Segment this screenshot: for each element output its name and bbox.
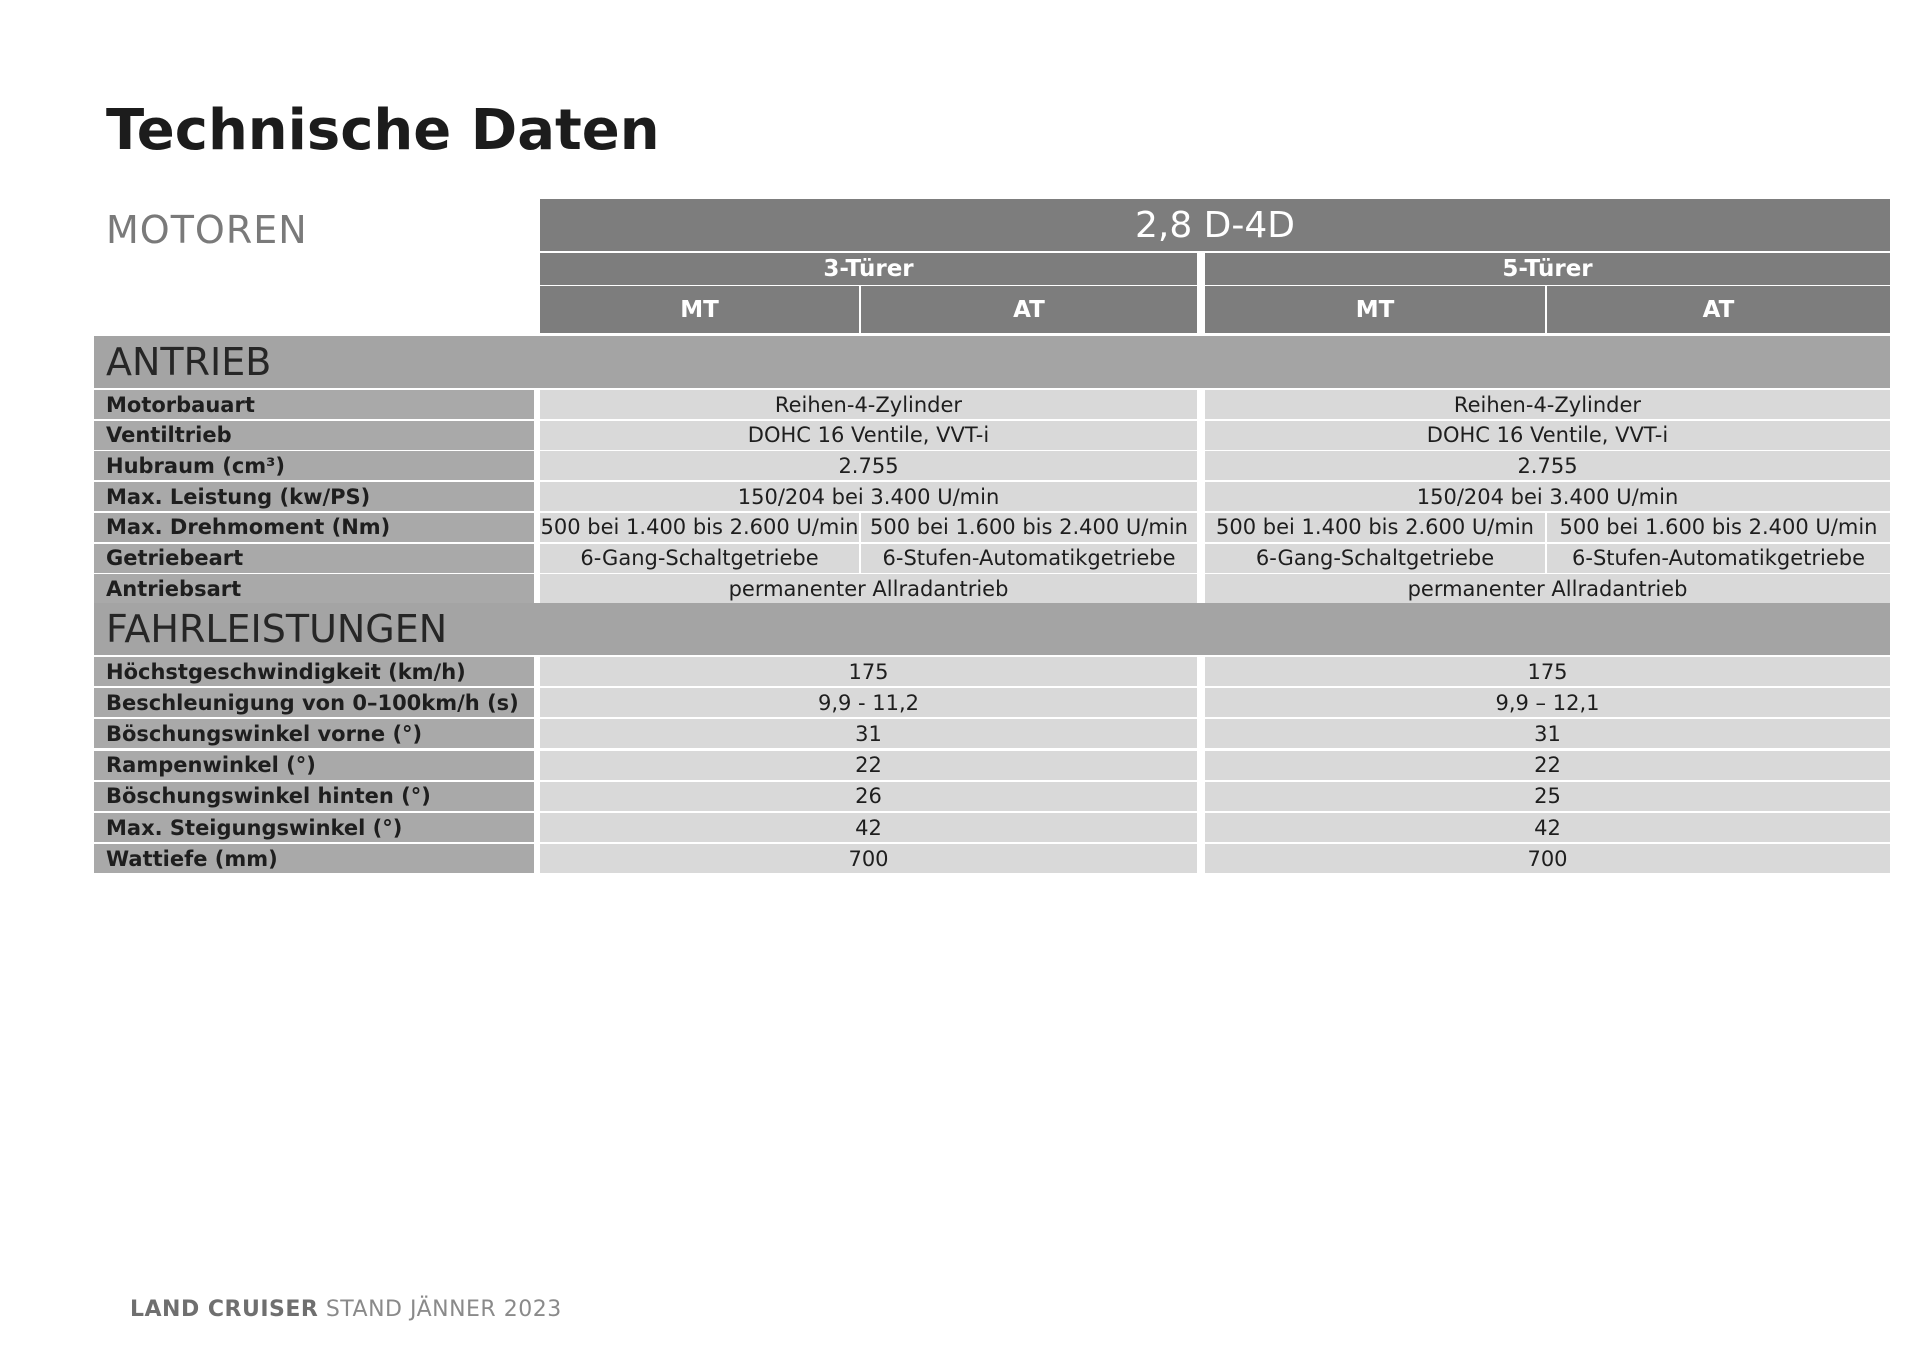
table-row <box>0 390 1920 419</box>
value-5-tuerer: 42 <box>1205 813 1890 842</box>
page-title: Technische Daten <box>106 98 660 163</box>
section-header-antrieb: ANTRIEB <box>94 336 1890 388</box>
footer <box>130 1297 562 1322</box>
table-row <box>0 719 1920 748</box>
value-5-tuerer: 175 <box>1205 657 1890 686</box>
row-label: Hubraum (cm³) <box>94 451 534 480</box>
value-5-tuerer: 150/204 bei 3.400 U/min <box>1205 482 1890 511</box>
value-5-tuerer-at: 500 bei 1.600 bis 2.400 U/min <box>1547 513 1890 542</box>
table-row <box>0 482 1920 511</box>
table-row <box>0 574 1920 603</box>
trans-header-5-at: AT <box>1547 286 1890 333</box>
value-5-tuerer: 700 <box>1205 844 1890 873</box>
row-label: Max. Drehmoment (Nm) <box>94 513 534 542</box>
table-row <box>0 421 1920 450</box>
door-header-5: 5-Türer <box>1205 253 1890 285</box>
value-5-tuerer-at: 6-Stufen-Automatikgetriebe <box>1547 544 1890 573</box>
value-3-tuerer: 9,9 - 11,2 <box>540 688 1197 717</box>
value-3-tuerer: 700 <box>540 844 1197 873</box>
value-5-tuerer: 2.755 <box>1205 451 1890 480</box>
row-label: Ventiltrieb <box>94 421 534 450</box>
row-label: Max. Leistung (kw/PS) <box>94 482 534 511</box>
value-3-tuerer: 22 <box>540 751 1197 780</box>
value-3-tuerer: 42 <box>540 813 1197 842</box>
value-3-tuerer-at: 6-Stufen-Automatikgetriebe <box>861 544 1197 573</box>
value-5-tuerer: 25 <box>1205 782 1890 811</box>
table-row <box>0 688 1920 717</box>
value-5-tuerer: 22 <box>1205 751 1890 780</box>
row-label: Getriebeart <box>94 544 534 573</box>
row-label: Böschungswinkel vorne (°) <box>94 719 534 748</box>
trans-header-3-at: AT <box>861 286 1197 333</box>
value-3-tuerer-mt: 500 bei 1.400 bis 2.600 U/min <box>540 513 859 542</box>
engine-header: 2,8 D-4D <box>540 199 1890 251</box>
table-row <box>0 513 1920 542</box>
row-label: Rampenwinkel (°) <box>94 751 534 780</box>
row-label: Antriebsart <box>94 574 534 603</box>
value-3-tuerer: 150/204 bei 3.400 U/min <box>540 482 1197 511</box>
value-3-tuerer: 31 <box>540 719 1197 748</box>
row-label: Höchstgeschwindigkeit (km/h) <box>94 657 534 686</box>
footer-brand: LAND CRUISER <box>130 1297 319 1322</box>
trans-header-3-mt: MT <box>540 286 859 333</box>
value-3-tuerer: 2.755 <box>540 451 1197 480</box>
section-subtitle: MOTOREN <box>106 208 308 252</box>
value-3-tuerer: permanenter Allradantrieb <box>540 574 1197 603</box>
table-row <box>0 844 1920 873</box>
trans-header-5-mt: MT <box>1205 286 1545 333</box>
door-header-3: 3-Türer <box>540 253 1197 285</box>
value-3-tuerer-at: 500 bei 1.600 bis 2.400 U/min <box>861 513 1197 542</box>
value-5-tuerer-mt: 6-Gang-Schaltgetriebe <box>1205 544 1545 573</box>
value-5-tuerer: DOHC 16 Ventile, VVT-i <box>1205 421 1890 450</box>
value-5-tuerer: permanenter Allradantrieb <box>1205 574 1890 603</box>
table-row <box>0 782 1920 811</box>
row-label: Wattiefe (mm) <box>94 844 534 873</box>
value-3-tuerer: 175 <box>540 657 1197 686</box>
value-5-tuerer-mt: 500 bei 1.400 bis 2.600 U/min <box>1205 513 1545 542</box>
table-row <box>0 451 1920 480</box>
value-3-tuerer: DOHC 16 Ventile, VVT-i <box>540 421 1197 450</box>
table-row <box>0 544 1920 573</box>
footer-stand: STAND JÄNNER 2023 <box>325 1297 562 1322</box>
row-label: Beschleunigung von 0–100km/h (s) <box>94 688 534 717</box>
value-5-tuerer: 9,9 – 12,1 <box>1205 688 1890 717</box>
value-3-tuerer-mt: 6-Gang-Schaltgetriebe <box>540 544 859 573</box>
row-label: Max. Steigungswinkel (°) <box>94 813 534 842</box>
row-label: Böschungswinkel hinten (°) <box>94 782 534 811</box>
table-row <box>0 657 1920 686</box>
value-3-tuerer: Reihen-4-Zylinder <box>540 390 1197 419</box>
table-row <box>0 751 1920 780</box>
value-5-tuerer: Reihen-4-Zylinder <box>1205 390 1890 419</box>
value-3-tuerer: 26 <box>540 782 1197 811</box>
row-label: Motorbauart <box>94 390 534 419</box>
table-row <box>0 813 1920 842</box>
value-5-tuerer: 31 <box>1205 719 1890 748</box>
section-header-fahrleistungen: FAHRLEISTUNGEN <box>94 603 1890 655</box>
